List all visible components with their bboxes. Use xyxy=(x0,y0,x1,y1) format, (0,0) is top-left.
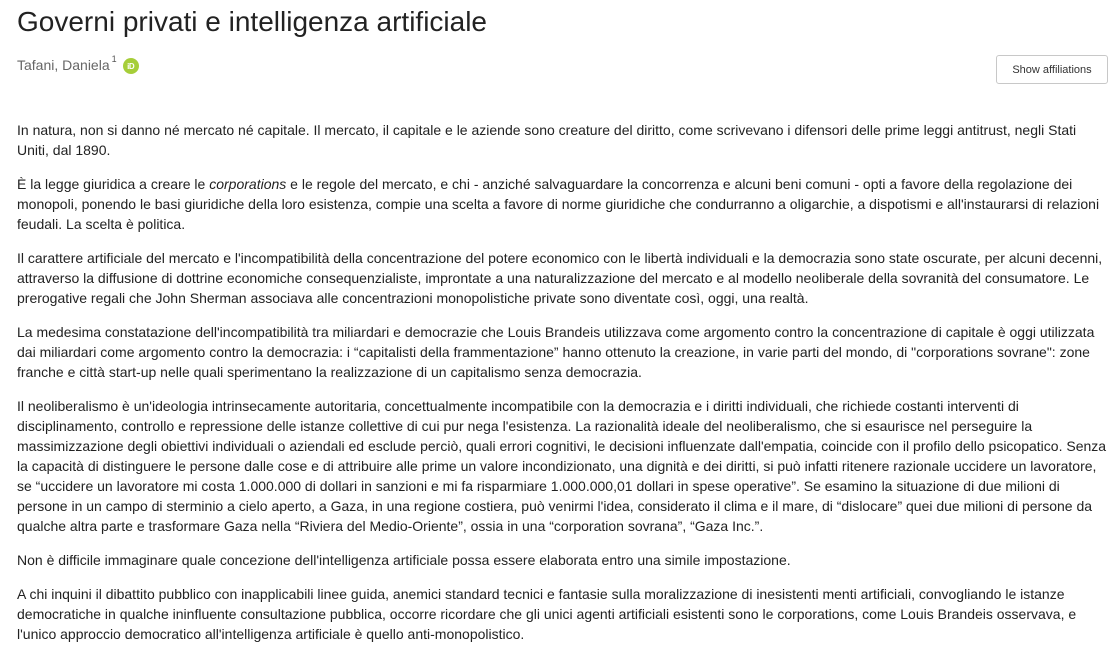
paragraph: Il carattere artificiale del mercato e l'incompatibilità della concentrazione del potere economico con le libertà individuali e la democrazia sono state oscurate, per alcuni decenni, attraverso la diffusione di dottrine economiche consequenzialiste, improntate a una naturalizzazione del mercato e al modello neoliberale della sovranità del consumatore. Le prerogative regali che John Sherman associava alle concentrazioni monopolistiche private sono diventate così, oggi, una realtà. xyxy=(17,250,1103,306)
orcid-icon[interactable]: iD xyxy=(123,58,139,74)
paragraph: A chi inquini il dibattito pubblico con inapplicabili linee guida, anemici standard tecnici e fantasie sulla moralizzazione di inesistenti menti artificiali, convogliando le istanze democratiche in qualche ininfluente consultazione pubblica, occorre ricordare che gli unici agenti artificiali esistenti sono le corporations, come Louis Brandeis osservava, e l'unico approccio democratico all'intelligenza artificiale è quello anti-monopolistico. xyxy=(17,586,1077,642)
article-title: Governi privati e intelligenza artificiale xyxy=(17,6,487,37)
show-affiliations-button[interactable]: Show affiliations xyxy=(996,55,1108,84)
affiliation-reference: 1 xyxy=(111,54,117,64)
emphasis-text: corporations xyxy=(209,176,287,192)
abstract-body xyxy=(17,120,1109,658)
paragraph: Il neoliberalismo è un'ideologia intrinsecamente autoritaria, concettualmente incompatibile con la democrazia e i diritti individuali, che richiede costanti interventi di disciplinamento, controllo e repressione delle istanze collettive di cui pur nega l'esistenza. La razionalità ideale del neoliberalismo, che si esaurisce nel perseguire la massimizzazione degli obiettivi individuali o aziendali ed esclude perciò, quali errori cognitivi, le decisioni influenzate dall'empatia, coincide con il profilo dello psicopatico. Senza la capacità di distinguere le persone dalle cose e di attribuire alle prime un valore incondizionato, una dignità e dei diritti, si può infatti ritenere razionale uccidere un lavoratore, se “uccidere un lavoratore mi costa 1.000.000 di dollari in sanzioni e mi fa risparmiare 1.000.000,01 dollari in spese operative”. Se esamino la situazione di due milioni di persone in un campo di sterminio a cielo aperto, a Gaza, in una regione costiera, può venirmi l'idea, considerato il clima e il mare, di “dislocare” quei due milioni di persone da qualche altra parte e trasformare Gaza nella “Riviera del Medio-Oriente”, ossia in una “corporation sovrana”, “Gaza Inc.”. xyxy=(17,398,1107,534)
paragraph: La medesima constatazione dell'incompatibilità tra miliardari e democrazie che Louis Brandeis utilizzava come argomento contro la concentrazione di capitale è oggi utilizzata dai miliardari come argomento contro la democrazia: i “capitalisti della frammentazione” hanno ottenuto la creazione, in varie parti del mondo, di "corporations sovrane": zone franche e città start-up nelle quali sperimentano la realizzazione di un capitalismo senza democrazia. xyxy=(17,324,1095,380)
paragraph-text: e le regole del mercato, e chi - anziché salvaguardare la concorrenza e alcuni beni comuni - opti a favore della regolazione dei monopoli, ponendo le basi giuridiche della loro esistenza, compie una scelta a favore di norme giuridiche che condurranno a oligarchie, a dispotismi e all'instaurarsi di relazioni feudali. La scelta è politica. xyxy=(17,176,1100,232)
author-name[interactable]: Tafani, Daniela xyxy=(17,57,110,73)
author-list xyxy=(17,55,139,75)
paragraph-text: È la legge giuridica a creare le xyxy=(17,176,210,192)
paragraph: Non è difficile immaginare quale concezione dell'intelligenza artificiale possa essere elaborata entro una simile impostazione. xyxy=(17,552,791,568)
paragraph xyxy=(17,174,1109,234)
paragraph: In natura, non si danno né mercato né capitale. Il mercato, il capitale e le aziende sono creature del diritto, come scrivevano i difensori delle prime leggi antitrust, negli Stati Uniti, dal 1890. xyxy=(17,122,1077,158)
